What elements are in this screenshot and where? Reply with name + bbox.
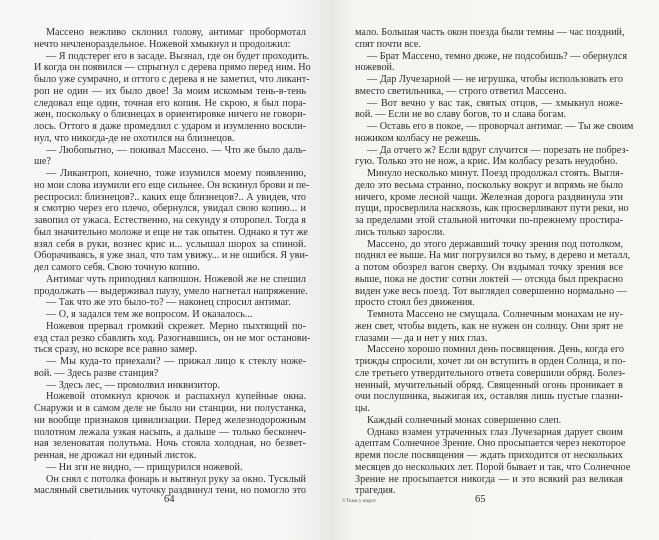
page-number: 65 — [475, 494, 486, 505]
text-line: — Дар Лучезарной — не игрушка, чтобы использовать его — [367, 74, 623, 85]
text-line: роп не один — их было двое! За моим искомым тень-в-тень — [34, 85, 306, 97]
text-line: — Вот вечно у вас так, святых отцов, — хмыкнул ноже- — [367, 97, 623, 109]
text-line: адептам Солнечное Зрение. Оно просыпается через некоторое — [355, 438, 626, 450]
text-line: ножевой. — [355, 62, 395, 74]
paragraph — [34, 391, 306, 462]
text-line: гую. Только это не нож, а крис. Им колбасу резать неудобно. — [355, 156, 618, 168]
paragraph — [355, 27, 623, 51]
text-line: выше, пока не достиг сотни локтей — отсюда был прекрасно — [355, 273, 623, 285]
paragraph — [355, 344, 626, 415]
text-line: пущи, просверлила насквозь, как просверливают пути реки, но — [355, 203, 629, 215]
text-line: — Я подстерег его в засаде. Вызнал, где он будет проходить. — [46, 50, 310, 62]
paragraph — [34, 274, 306, 298]
text-line: дело это весьма странно, поскольку вокруг и впрямь не было — [355, 179, 623, 191]
text-line: ничего, кроме лесной чащи. Железная дорога раздвинула эти — [355, 191, 623, 203]
text-line: продолжать — выдерживал паузу, умело нагнетал напряжение. — [34, 285, 308, 297]
text-line: Массено вежливо склонил голову, антимаг пробормотал — [46, 27, 306, 38]
text-line: Каждый солнечный монах совершенно слеп. — [367, 414, 562, 426]
text-line: дел самого себя. Свою точную копию. — [34, 262, 200, 273]
text-line: Массено, до этого державший точку зрения под потолком, — [367, 238, 623, 250]
text-line: жен свет, чтобы видеть, как не нужен он солнцу. Они зрят не — [355, 320, 623, 332]
paragraph — [355, 415, 623, 427]
text-line: нечто нечленораздельное. Ножевой хмыкнул и продолжил: — [34, 38, 291, 50]
paragraph — [34, 356, 306, 380]
text-line: было уже сумрачно, и оттого с дерева я не заметил, что ликант- — [34, 74, 310, 85]
text-line: полотном лежала узкая насыпь, а дальше — только бесконеч- — [34, 426, 306, 438]
text-line: — О, я задался тем же вопросом. И оказалось... — [46, 309, 253, 320]
text-line: трижды спросили, хочет ли он вступить в орден Солнца, и по- — [355, 356, 626, 367]
text-line: Антимаг чуть приподнял капюшон. Ножевой же не спешил — [46, 273, 306, 285]
text-line: ни вообще признаков цивилизации. Перед железнодорожным — [34, 414, 306, 426]
paragraph — [34, 297, 306, 309]
text-line: — Ликантроп, конечно, тоже изумился моему появлению, — [46, 168, 306, 179]
text-line: а потом обозрел вагон сверху. Он вздымал точку зрения все — [355, 262, 623, 273]
text-line: Темнота Массено не смущала. Солнечным монахам не ну- — [367, 309, 623, 320]
text-line: масляный светильник чуточку раздвинул тени, но помогло это — [34, 485, 306, 497]
text-line: очи послушника, выжигая их, оставляя лишь пустые глазни- — [355, 391, 623, 403]
paragraph — [355, 426, 631, 498]
text-line: я смотрю через его плечо, обернулся, увидал свою копию... и — [34, 203, 306, 215]
left-page-text — [34, 27, 311, 497]
text-line: жен, поскольку о близнецах в ориентировке ничего не говори- — [34, 109, 306, 121]
text-line: завопил от ужаса. Естественно, на секунду я оторопел. Тогда я — [34, 215, 306, 226]
text-line: поднял ее выше. На миг погрузился во тьму, в дерево и металл, — [355, 250, 631, 262]
text-line: сле третьего утвердительного ответа совершили обряд. Болез- — [355, 367, 626, 379]
text-line: но мои слова изумили его еще сильнее. Он вскинул брови и пе- — [34, 179, 310, 191]
text-line: Он снял с потолка фонарь и вытянул руку за окно. Тусклый — [46, 473, 306, 485]
text-line: ше? — [34, 156, 51, 168]
text-line: И когда он появился — спрыгнул с дерева прямо перед ним. Но — [34, 62, 311, 74]
paragraph — [34, 380, 306, 392]
text-line: ножиком колбасу не режешь. — [355, 132, 481, 144]
text-line: Ножевой отомкнул крючок и распахнул купейные окна. — [46, 391, 306, 403]
text-line: — Брат Массено, темно дюже, не подсобишь? — обернулся — [367, 50, 628, 62]
text-line: Зрение не просыпается никогда — и это всякий раз великая — [355, 473, 623, 485]
text-line: виден уже весь поезд. Тот выглядел совершенно нормально — — [355, 285, 627, 297]
text-line: вместо светильника, — строго ответил Массено. — [355, 85, 567, 97]
text-line: цы. — [355, 403, 370, 414]
text-line: Минуло несколько минут. Поезд продолжал стоять. Выгля- — [367, 168, 624, 179]
paragraph — [355, 121, 634, 145]
text-line: лось. Оттого я даже промедлил с ударом и изумленно воскли- — [34, 121, 306, 132]
text-line: — Любопытно, — покивал Массено. — Что же было даль- — [46, 144, 306, 156]
text-line: вой. — Если не во славу богов, то и слава богам. — [355, 109, 567, 121]
text-line: ненный, мучительный обряд. Священный огонь проникает в — [355, 379, 623, 391]
right-page-text — [355, 27, 634, 497]
text-line: лись только заросли. — [355, 226, 445, 238]
paragraph — [34, 462, 306, 474]
text-line: мало. Большая часть окон поезда были темны — час поздний, — [355, 27, 625, 38]
text-line: был значительно моложе и еще не так опытен. Однако я тут же — [34, 226, 308, 238]
paragraph — [355, 144, 629, 169]
text-line: — Так что же это было-то? — наконец спросил антимаг. — [46, 297, 291, 309]
text-line: взял себя в руки, вознес крис и... услышал шорох за спиной. — [34, 238, 306, 250]
text-line: — Здесь лес, — промолвил инквизитор. — [46, 379, 220, 391]
text-line: респросил: близнецов?.. каких еще близнецов?.. А увидев, что — [34, 191, 306, 203]
right-page — [330, 0, 659, 540]
text-line: время после посвящения — ждать приходится от нескольких — [355, 450, 623, 461]
paragraph — [34, 145, 306, 169]
paragraph — [34, 320, 311, 356]
paragraph — [355, 309, 623, 344]
paragraph — [34, 50, 311, 145]
paragraph — [34, 309, 306, 321]
text-line: ренная, не дрожал ни единый листок. — [34, 450, 197, 461]
text-line: Снаружи и в самом деле не было ни станции, ни полустанка, — [34, 403, 306, 414]
text-line: ться сразу, но вскоре все равно замер. — [34, 344, 198, 356]
text-line: Оборачиваясь, я уже знал, что там увижу... и не ошибся. Я уви- — [34, 250, 309, 262]
text-line: Ножевоя прервал громкий скрежет. Мерно пыхтящий по- — [46, 320, 306, 332]
paragraph — [355, 50, 628, 75]
text-line: нул, что никогда-де не охотился на близнецов. — [34, 132, 235, 144]
text-line: — Мы куда-то приехали? — прижал лицо к стеклу ноже- — [46, 356, 306, 367]
text-line: следовал еще один, точная его копия. Не скрою, я был пора- — [34, 97, 306, 109]
paragraph — [355, 98, 623, 122]
text-line: глазами — да и нет у них глаз. — [355, 332, 488, 344]
text-line: — Оставь его в покое, — проворчал антимаг. — Ты же своим — [367, 121, 634, 132]
text-line: Однако взамен утраченных глаз Лучезарная дарует своим — [367, 426, 623, 438]
text-line: — Да отчего ж? Если вдруг случится — порезать не побрез- — [367, 144, 629, 156]
paragraph — [355, 238, 631, 310]
paragraph — [34, 27, 306, 51]
paragraph — [355, 74, 623, 98]
text-line: — Ни зги не видно, — прищурился ножевой. — [46, 461, 243, 473]
text-line: за пределами этой стальной ниточки по-прежнему простира- — [355, 215, 623, 226]
text-line: трагедия. — [355, 485, 396, 497]
text-line: просто стоял без движения. — [355, 297, 475, 309]
text-line: езд стал резко сбавлять ход. Разогнавшись, он не мог останови- — [34, 332, 311, 344]
paragraph — [34, 168, 310, 274]
paragraph — [355, 168, 629, 239]
text-line: вой. — Здесь разве станция? — [34, 367, 159, 379]
page-number: 64 — [164, 494, 175, 505]
signature-mark: 3 Тьма у ворот — [342, 498, 377, 504]
text-line: Массено хорошо помнил день посвящения. День, когда его — [367, 344, 625, 356]
text-line: ная зеленоватая полутьма. Ночь стояла холодная, но безвет- — [34, 438, 306, 450]
text-line: месяцев до нескольких лет. Порой бывает и так, что Солнечное — [355, 461, 631, 473]
text-line: спят почти все. — [355, 38, 421, 50]
